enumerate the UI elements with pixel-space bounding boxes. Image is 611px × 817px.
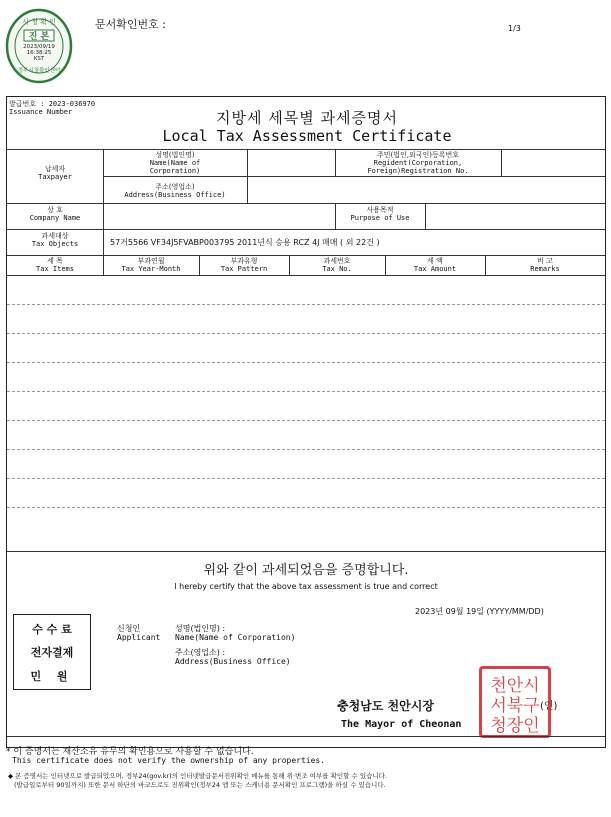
col-tax-amount-ko: 세 액	[427, 257, 443, 265]
col-tax-pattern-en: Tax Pattern	[220, 265, 268, 273]
col-tax-no	[289, 257, 385, 273]
col-tax-year-month	[103, 257, 199, 273]
page-indicator: 1/3	[508, 24, 521, 33]
note-ko: * 이 증명서는 재산소유 유무의 확인용으로 사용할 수 없습니다.	[6, 747, 254, 757]
issuer-seal-mark: (인)	[540, 701, 558, 712]
purpose-label	[335, 206, 425, 222]
seal-bottom-text: 정부시청확인센터	[17, 68, 61, 74]
col-remarks	[485, 257, 605, 273]
svg-text:천안시: 천안시	[490, 676, 540, 696]
applicant-label-en: Applicant	[117, 633, 161, 642]
col-tax-no-en: Tax No.	[322, 265, 352, 273]
objects-value: 57거5566 VF34J5FVABP003795 2011년식 승용 RCZ 4J 매매 ( 외 22건 )	[110, 238, 380, 247]
footer-notice	[8, 772, 608, 790]
applicant-label	[117, 624, 160, 642]
seal-graphic	[5, 8, 73, 84]
taxpayer-address-en: Address(Business Office)	[124, 191, 226, 199]
col-tax-year-month-ko: 부과연월	[137, 257, 165, 265]
certify-date: 2023년 09월 19일 (YYYY/MM/DD)	[415, 607, 544, 616]
fee-line1: 수 수 료	[32, 623, 72, 636]
seal-time: 16:38:25	[26, 50, 52, 56]
seal-top-text: 시 청 확 인	[22, 18, 56, 26]
certificate-form	[6, 96, 606, 748]
applicant-address-ko: 주소(영업소) :	[175, 648, 226, 657]
taxpayer-regno-label	[335, 151, 501, 175]
col-tax-pattern-ko: 부과유형	[230, 257, 258, 265]
taxpayer-name-label	[103, 151, 247, 175]
taxpayer-label	[7, 165, 103, 181]
company-label	[7, 206, 103, 222]
title-ko: 지방세 세목별 과세증명서	[216, 109, 398, 127]
taxpayer-regno-en1: Regident(Corporation,	[373, 159, 463, 167]
col-tax-year-month-en: Tax Year-Month	[121, 265, 181, 273]
seal-date: 2023/09/19	[23, 44, 55, 50]
col-tax-pattern	[199, 257, 289, 273]
seal-center-text: 진 본	[28, 32, 50, 42]
purpose-label-ko: 사용목적	[366, 206, 394, 214]
taxpayer-name-ko: 성명(법인명)	[155, 151, 195, 159]
taxpayer-name-en1: Name(Name of	[149, 159, 201, 167]
taxpayer-address-ko: 주소(영업소)	[155, 183, 195, 191]
applicant-name-ko: 성명(법인명) :	[175, 624, 226, 633]
verification-seal	[5, 8, 73, 84]
taxpayer-regno-en2: Foreign)Registration No.	[367, 167, 469, 175]
applicant-address	[175, 648, 291, 666]
objects-label-ko: 과세대상	[41, 232, 69, 240]
fee-box	[13, 614, 91, 690]
footer-line1: ◆ 본 증명서는 인터넷으로 발급되었으며, 정부24(gov.kr)의 인터넷발급문서진위확인 메뉴를 통해 위·변조 여부를 확인할 수 있습니다.	[8, 772, 388, 780]
issuance-label-en: Issuance Number	[9, 108, 73, 116]
col-tax-no-ko: 과세번호	[323, 257, 351, 265]
applicant-name-en: Name(Name of Corporation)	[175, 633, 296, 642]
footer-line2: (발급일로부터 90일까지) 또한 문서 하단의 바코드로도 진위확인(정부24 앱 또는 스캐너용 문서확인 프로그램)을 하실 수 있습니다.	[14, 781, 386, 789]
certify-ko: 위와 같이 과세되었음을 증명합니다.	[203, 563, 409, 578]
svg-text:청장인: 청장인	[490, 716, 540, 735]
col-tax-amount-en: Tax Amount	[413, 265, 457, 273]
col-tax-amount	[385, 257, 485, 273]
official-stamp-graphic	[482, 669, 548, 735]
svg-text:서북구: 서북구	[490, 696, 540, 716]
fee-line3: 민 원	[30, 670, 74, 683]
taxpayer-label-ko: 납세자	[44, 165, 66, 173]
issuer-ko: 충청남도 천안시장	[337, 699, 434, 713]
col-remarks-ko: 비 고	[537, 257, 553, 265]
company-label-ko: 상 호	[47, 206, 63, 214]
official-stamp	[479, 666, 551, 738]
fee-line2: 전자결제	[30, 646, 74, 659]
objects-label-en: Tax Objects	[31, 240, 79, 248]
taxpayer-regno-ko: 주민(법인,외국인)등록번호	[376, 151, 460, 159]
issuer-en: The Mayor of Cheonan	[341, 719, 462, 730]
applicant-label-ko: 신청인	[117, 624, 141, 633]
seal-tz: KST	[33, 56, 45, 62]
applicant-name	[175, 624, 295, 642]
col-remarks-en: Remarks	[530, 265, 560, 273]
taxpayer-label-en: Taxpayer	[38, 173, 72, 181]
col-tax-items-ko: 세 목	[47, 257, 63, 265]
note-en: This certificate does not verify the ownership of any properties.	[12, 756, 326, 765]
objects-label	[7, 232, 103, 248]
taxpayer-name-en2: Corporation)	[149, 167, 201, 175]
doc-confirm-number-label: 문서확인번호 :	[95, 18, 166, 31]
certify-en: I hereby certify that the above tax assessment is true and correct	[174, 582, 438, 591]
col-tax-items	[7, 257, 103, 273]
purpose-label-en: Purpose of Use	[350, 214, 410, 222]
title-en: Local Tax Assessment Certificate	[162, 127, 452, 145]
taxpayer-address-label	[103, 183, 247, 199]
company-label-en: Company Name	[29, 214, 81, 222]
applicant-address-en: Address(Business Office)	[175, 657, 291, 666]
issuance-label-ko: 발급번호 : 2023-036970	[9, 100, 96, 108]
col-tax-items-en: Tax Items	[36, 265, 74, 273]
